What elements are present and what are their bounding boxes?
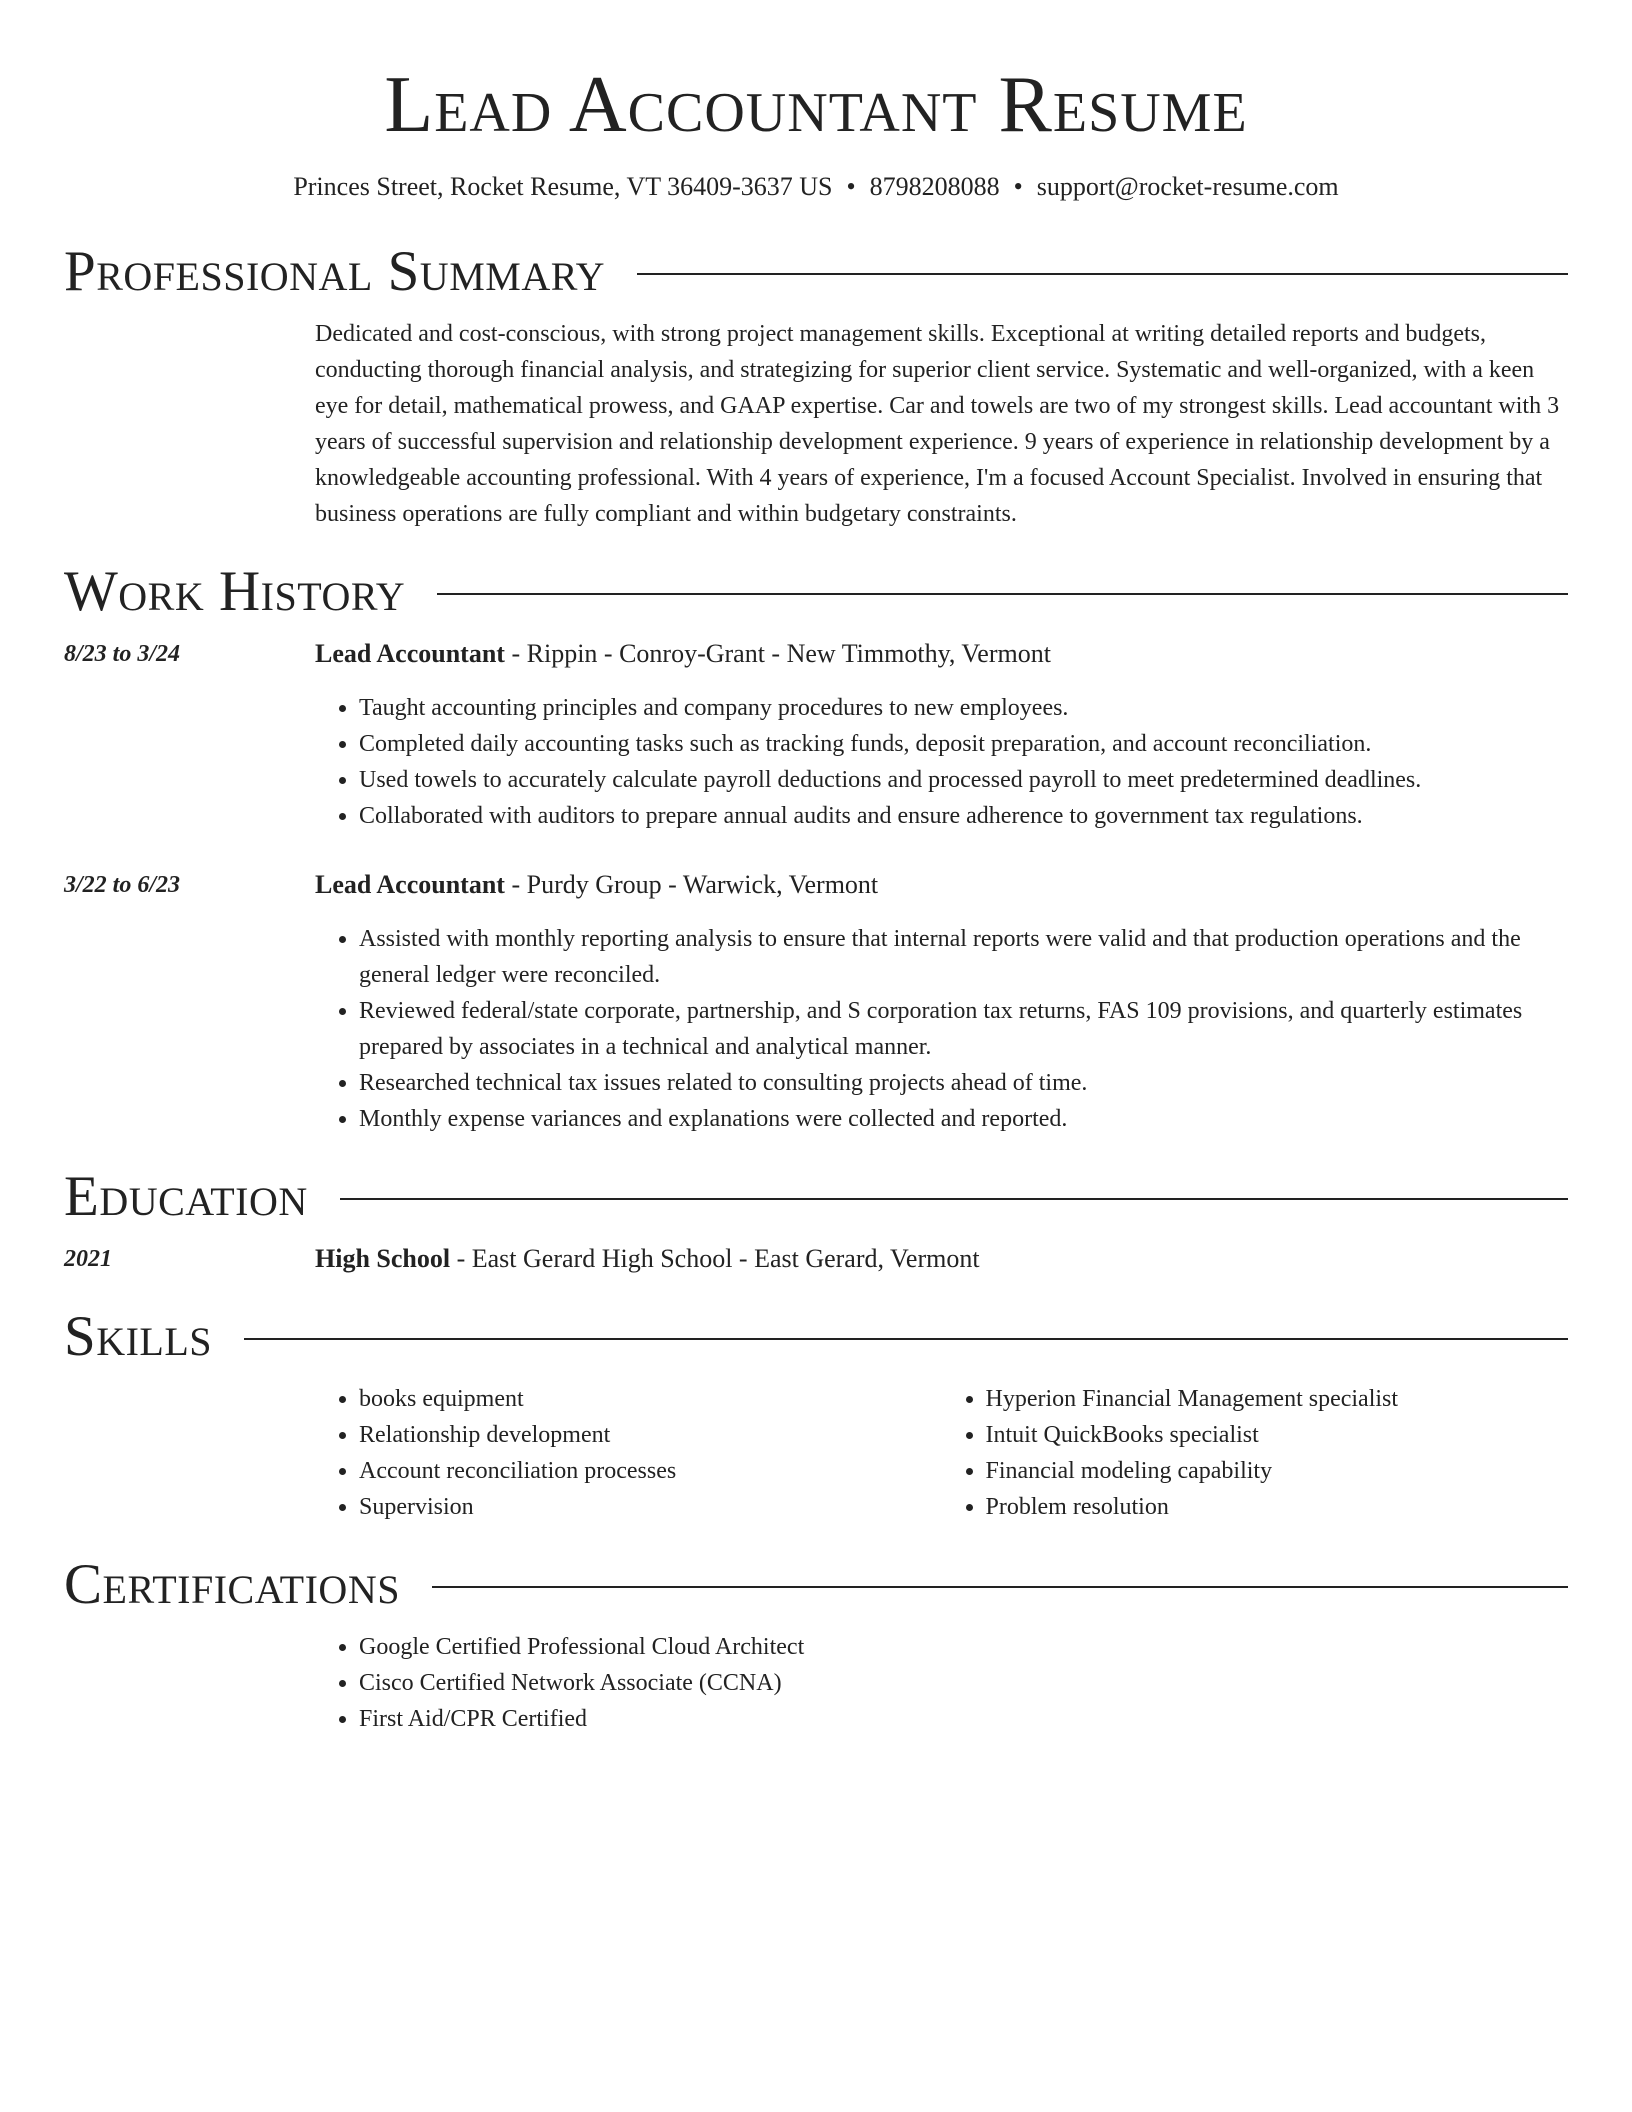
contact-separator: • xyxy=(846,172,856,201)
job-heading xyxy=(315,867,1568,903)
list-item: • Researched technical tax issues related to consulting projects ahead of time. xyxy=(359,1065,1568,1101)
job-heading xyxy=(315,636,1568,672)
skills-column-right xyxy=(942,1381,1569,1525)
resume-page xyxy=(64,0,1568,1737)
education-heading-line xyxy=(315,1241,1568,1277)
education-section-header xyxy=(64,1165,1568,1229)
education-details: - East Gerard High School - East Gerard, Vermont xyxy=(450,1244,980,1273)
contact-phone: 8798208088 xyxy=(869,172,1000,201)
job-bullets xyxy=(315,690,1568,834)
section-divider xyxy=(244,1338,1568,1340)
contact-address: Princes Street, Rocket Resume, VT 36409-3637 US xyxy=(293,172,833,201)
education-year: 2021 xyxy=(64,1246,112,1272)
section-divider xyxy=(432,1586,1568,1588)
work-history-section-header xyxy=(64,560,1568,624)
certifications-heading: Certifications xyxy=(64,1553,400,1616)
job-entry xyxy=(64,867,1568,1137)
skills-grid xyxy=(315,1381,1568,1525)
contact-separator: • xyxy=(1013,172,1023,201)
contact-email: support@rocket-resume.com xyxy=(1036,172,1339,201)
skill-item: • Relationship development xyxy=(359,1417,942,1453)
education-degree: High School xyxy=(315,1244,451,1273)
job-title: Lead Accountant xyxy=(315,870,505,899)
skills-column-left xyxy=(315,1381,942,1525)
certifications-content xyxy=(315,1629,1568,1737)
certifications-section-header xyxy=(64,1553,1568,1617)
skill-item: • Problem resolution xyxy=(986,1489,1569,1525)
summary-section-header xyxy=(64,240,1568,304)
resume-title: Lead Accountant Resume xyxy=(384,61,1248,149)
job-bullets xyxy=(315,921,1568,1137)
job-dates: 3/22 to 6/23 xyxy=(64,872,181,898)
list-item: • Collaborated with auditors to prepare annual audits and ensure adherence to government tax regulations. xyxy=(359,798,1568,834)
summary-content xyxy=(315,316,1568,532)
job-dates: 8/23 to 3/24 xyxy=(64,641,181,667)
education-heading: Education xyxy=(64,1165,308,1228)
certification-item: • First Aid/CPR Certified xyxy=(359,1701,1568,1737)
skills-section-header xyxy=(64,1305,1568,1369)
job-title: Lead Accountant xyxy=(315,639,505,668)
job-header xyxy=(64,636,1568,672)
job-header xyxy=(64,867,1568,903)
work-history-heading: Work History xyxy=(64,560,406,623)
summary-heading: Professional Summary xyxy=(64,240,606,303)
skills-content xyxy=(315,1381,1568,1525)
certifications-list xyxy=(315,1629,1568,1737)
skill-item: • Hyperion Financial Management specialist xyxy=(986,1381,1569,1417)
certification-item: • Google Certified Professional Cloud Architect xyxy=(359,1629,1568,1665)
list-item: • Assisted with monthly reporting analysis to ensure that internal reports were valid and that production operations and the general ledger were reconciled. xyxy=(359,921,1568,993)
skill-item: • Supervision xyxy=(359,1489,942,1525)
list-item: • Monthly expense variances and explanations were collected and reported. xyxy=(359,1101,1568,1137)
skill-item: • Intuit QuickBooks specialist xyxy=(986,1417,1569,1453)
summary-text: Dedicated and cost-conscious, with strong project management skills. Exceptional at writing detailed reports and budgets, conducting thorough financial analysis, and strategizing for superior client service. Systematic and well-organized, with a keen eye for detail, mathematical prowess, and GAAP expertise. Car and towels are two of my strongest skills. Lead accountant with 3 years of successful supervision and relationship development experience. 9 years of experience in relationship development by a knowledgeable accounting professional. With 4 years of experience, I'm a focused Account Specialist. Involved in ensuring that business operations are fully compliant and within budgetary constraints. xyxy=(315,321,1560,527)
skill-item: • Financial modeling capability xyxy=(986,1453,1569,1489)
education-entry xyxy=(64,1241,1568,1277)
certification-item: • Cisco Certified Network Associate (CCNA) xyxy=(359,1665,1568,1701)
job-details: - Purdy Group - Warwick, Vermont xyxy=(504,870,879,899)
skill-item: • books equipment xyxy=(359,1381,942,1417)
list-item: • Completed daily accounting tasks such as tracking funds, deposit preparation, and account reconciliation. xyxy=(359,726,1568,762)
list-item: • Taught accounting principles and company procedures to new employees. xyxy=(359,690,1568,726)
section-divider xyxy=(437,593,1568,595)
list-item: • Used towels to accurately calculate payroll deductions and processed payroll to meet predetermined deadlines. xyxy=(359,762,1568,798)
skills-heading: Skills xyxy=(64,1305,213,1368)
section-divider xyxy=(340,1198,1568,1200)
list-item: • Reviewed federal/state corporate, partnership, and S corporation tax returns, FAS 109 provisions, and quarterly estimates prepared by associates in a technical and analytical manner. xyxy=(359,993,1568,1065)
skill-item: • Account reconciliation processes xyxy=(359,1453,942,1489)
education-header xyxy=(64,1241,1568,1277)
job-details: - Rippin - Conroy-Grant - New Timmothy, Vermont xyxy=(504,639,1051,668)
section-divider xyxy=(637,273,1568,275)
job-entry xyxy=(64,636,1568,834)
contact-line xyxy=(64,170,1568,204)
